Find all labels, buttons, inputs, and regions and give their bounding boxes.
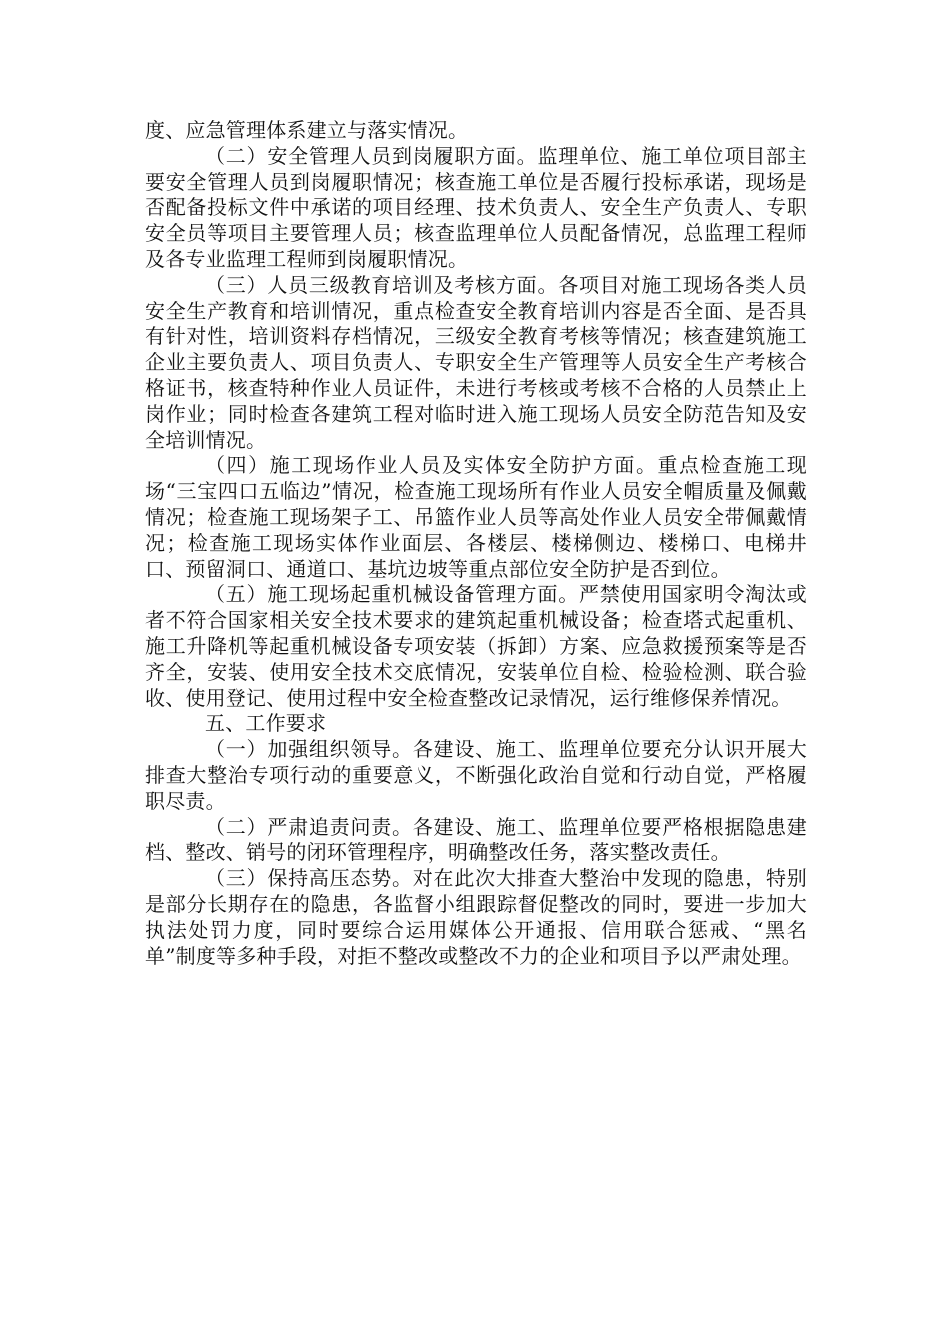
paragraph-section-4-2: （二）安全管理人员到岗履职方面。监理单位、施工单位项目部主要安全管理人员到岗履职情况；核查施工单位是否履行投标承诺，现场是否配备投标文件中承诺的项目经理、技术负责人、安全生产负责人、专职安全员等项目主要管理人员；核查监理单位人员配备情况，总监理工程师及各专业监理工程师到岗履职情况。: [145, 143, 807, 271]
paragraph-section-5-3: （三）保持高压态势。对在此次大排查大整治中发现的隐患，特别是部分长期存在的隐患，各监督小组跟踪督促整改的同时，要进一步加大执法处罚力度，同时要综合运用媒体公开通报、信用联合惩戒、“黑名单”制度等多种手段，对拒不整改或整改不力的企业和项目予以严肃处理。: [145, 866, 807, 968]
paragraph-section-4-5: （五）施工现场起重机械设备管理方面。严禁使用国家明令淘汰或者不符合国家相关安全技术要求的建筑起重机械设备；检查塔式起重机、施工升降机等起重机械设备专项安装（拆卸）方案、应急救援预案等是否齐全，安装、使用安全技术交底情况，安装单位自检、检验检测、联合验收、使用登记、使用过程中安全检查整改记录情况，运行维修保养情况。: [145, 582, 807, 710]
section-heading-5: 五、工作要求: [205, 711, 327, 736]
paragraph-section-5-2: （二）严肃追责问责。各建设、施工、监理单位要严格根据隐患建档、整改、销号的闭环管理程序，明确整改任务，落实整改责任。: [145, 814, 807, 865]
paragraph-section-4-3: （三）人员三级教育培训及考核方面。各项目对施工现场各类人员安全生产教育和培训情况，重点检查安全教育培训内容是否全面、是否具有针对性，培训资料存档情况，三级安全教育考核等情况；核查建筑施工企业主要负责人、项目负责人、专职安全生产管理等人员安全生产考核合格证书，核查特种作业人员证件，未进行考核或考核不合格的人员禁止上岗作业；同时检查各建筑工程对临时进入施工现场人员安全防范告知及安全培训情况。: [145, 272, 807, 452]
paragraph-continuation: 度、应急管理体系建立与落实情况。: [145, 118, 469, 142]
paragraph-section-4-4: （四）施工现场作业人员及实体安全防护方面。重点检查施工现场“三宝四口五临边”情况，检查施工现场所有作业人员安全帽质量及佩戴情况；检查施工现场架子工、吊篮作业人员等高处作业人员安全带佩戴情况；检查施工现场实体作业面层、各楼层、楼梯侧边、楼梯口、电梯井口、预留洞口、通道口、基坑边坡等重点部位安全防护是否到位。: [145, 453, 807, 581]
paragraph-section-5-1: （一）加强组织领导。各建设、施工、监理单位要充分认识开展大排查大整治专项行动的重要意义，不断强化政治自觉和行动自觉，严格履职尽责。: [145, 737, 807, 813]
document-page: [145, 118, 807, 969]
